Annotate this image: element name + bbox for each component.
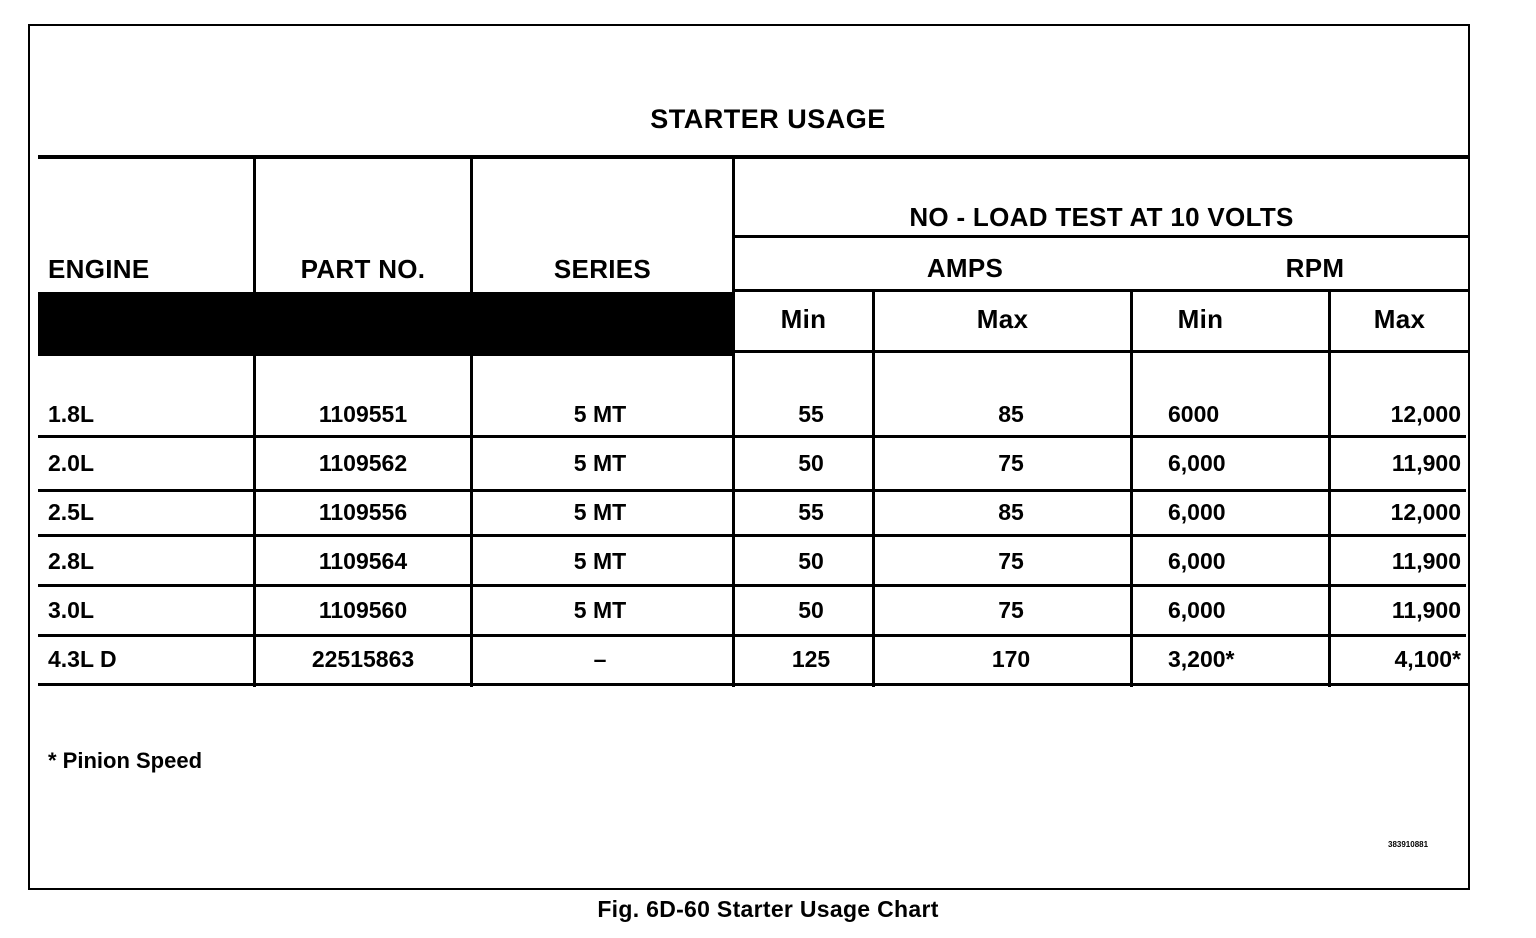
cell-amps-min: 50 [798, 597, 824, 623]
row-rule [38, 534, 1466, 537]
cell-rpm-max: 11,900 [1391, 597, 1461, 623]
cell-rpm-max: 11,900 [1391, 548, 1461, 574]
header-rpm-max: Max [1373, 304, 1426, 334]
subheader-top-rule [734, 289, 1468, 292]
cell-part-no: 1109560 [318, 597, 408, 623]
cell-amps-max: 85 [998, 499, 1024, 525]
cell-amps-min: 125 [791, 646, 831, 672]
header-amps-max: Max [976, 304, 1029, 334]
header-amps: AMPS [926, 253, 1004, 283]
cell-rpm-max: 4,100* [1394, 646, 1461, 672]
cell-amps-min: 55 [798, 499, 824, 525]
cell-amps-max: 75 [998, 450, 1024, 476]
cell-rpm-min: 6,000 [1168, 450, 1226, 476]
header-part-no: PART NO. [300, 254, 426, 284]
cell-rpm-max: 12,000 [1390, 401, 1461, 427]
cell-engine: 2.5L [48, 499, 95, 525]
cell-rpm-min: 6,000 [1168, 548, 1226, 574]
cell-amps-min: 50 [798, 450, 824, 476]
row-rule [38, 584, 1466, 587]
cell-series: 5 MT [573, 597, 627, 623]
cell-rpm-min: 6,000 [1168, 499, 1226, 525]
header-amps-min: Min [780, 304, 827, 334]
cell-part-no: 1109562 [318, 450, 408, 476]
cell-amps-max: 170 [991, 646, 1031, 672]
cell-rpm-min: 6,000 [1168, 597, 1226, 623]
cell-series: – [593, 646, 607, 672]
header-no-load-test: NO - LOAD TEST AT 10 VOLTS [909, 202, 1294, 232]
cell-series: 5 MT [573, 548, 627, 574]
cell-series: 5 MT [573, 401, 627, 427]
cell-part-no: 1109551 [318, 401, 408, 427]
cell-engine: 2.0L [48, 450, 95, 476]
cell-part-no: 1109564 [318, 548, 408, 574]
cell-engine: 1.8L [48, 401, 95, 427]
row-rule [38, 634, 1466, 637]
group-header-rule [734, 235, 1468, 238]
subheader-bottom-rule [734, 350, 1468, 353]
row-rule [38, 489, 1466, 492]
cell-rpm-max: 11,900 [1391, 450, 1461, 476]
cell-part-no: 22515863 [311, 646, 415, 672]
cell-amps-min: 55 [798, 401, 824, 427]
header-rpm-min: Min [1177, 304, 1224, 334]
cell-rpm-min: 3,200* [1168, 646, 1235, 672]
cell-engine: 4.3L D [48, 646, 117, 672]
cell-series: 5 MT [573, 450, 627, 476]
cell-amps-max: 75 [998, 548, 1024, 574]
row-rule [38, 435, 1466, 438]
cell-rpm-min: 6000 [1168, 401, 1220, 427]
header-series: SERIES [553, 254, 652, 284]
cell-engine: 3.0L [48, 597, 95, 623]
footnote: * Pinion Speed [48, 748, 203, 773]
cell-amps-max: 85 [998, 401, 1024, 427]
header-black-bar [38, 292, 732, 356]
cell-part-no: 1109556 [318, 499, 408, 525]
table-title: STARTER USAGE [650, 104, 886, 134]
cell-series: 5 MT [573, 499, 627, 525]
row-rule [38, 683, 1470, 686]
header-engine: ENGINE [48, 254, 150, 284]
cell-engine: 2.8L [48, 548, 95, 574]
cell-rpm-max: 12,000 [1390, 499, 1461, 525]
figure-stamp: 383910881 [1388, 840, 1429, 849]
cell-amps-min: 50 [798, 548, 824, 574]
cell-amps-max: 75 [998, 597, 1024, 623]
header-rpm: RPM [1285, 253, 1345, 283]
figure-caption: Fig. 6D-60 Starter Usage Chart [597, 896, 939, 922]
